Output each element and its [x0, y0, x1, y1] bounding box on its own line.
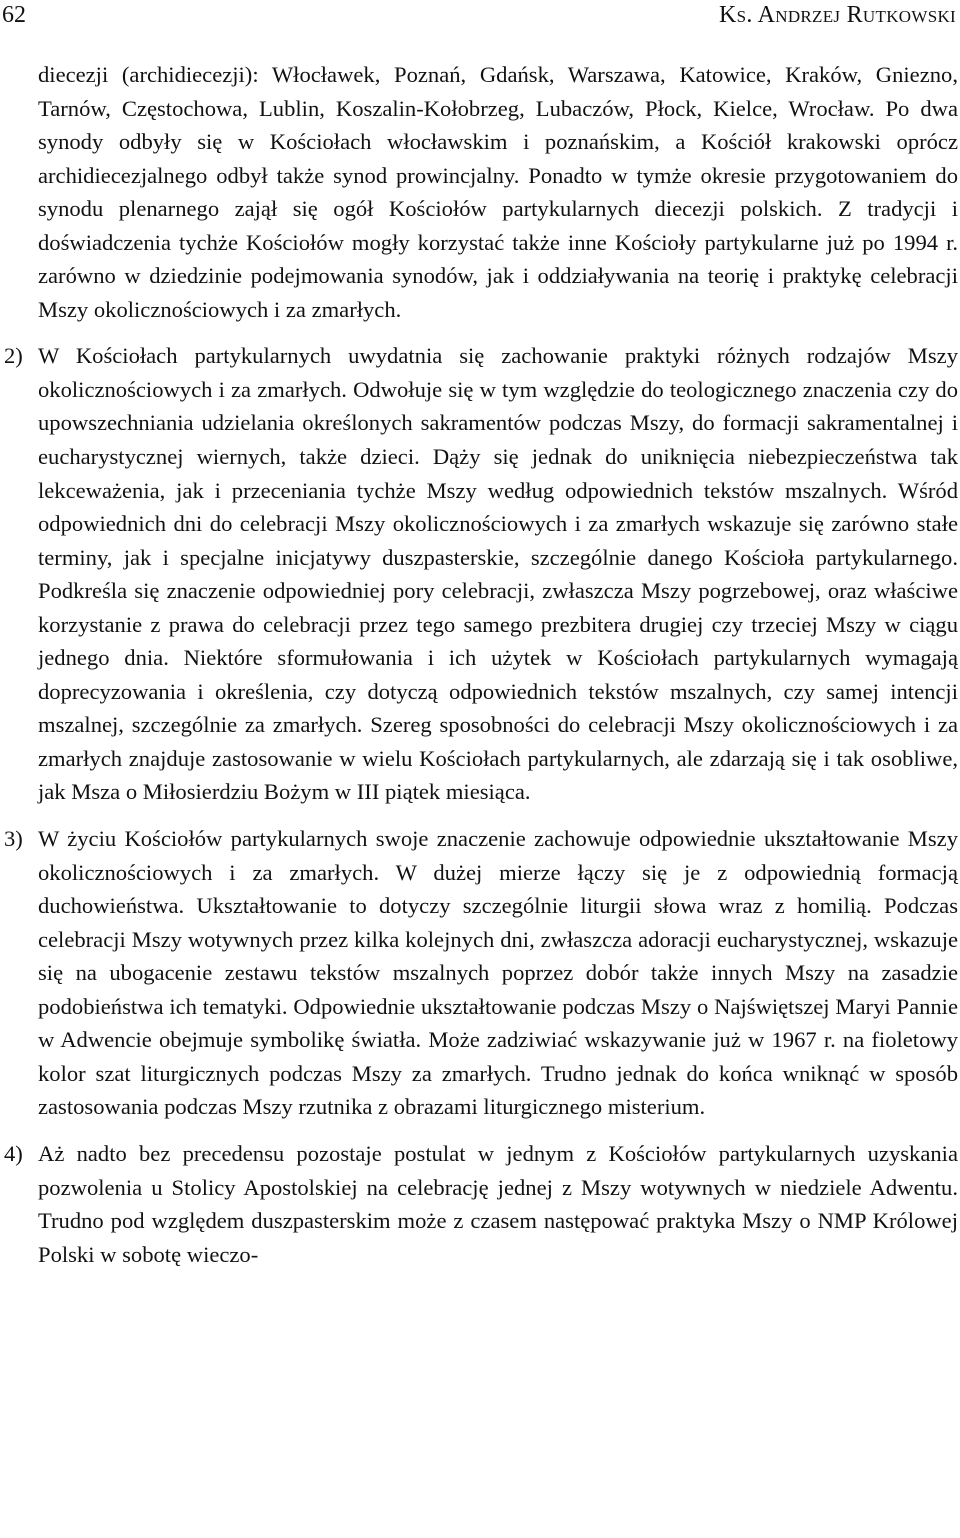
list-item-text: Aż nadto bez precedensu pozostaje postulat w jednym z Kościołów partykularnych uzyskania pozwolenia u Stolicy Apostolskiej na celebrację jednej z Mszy wotywnych w niedziele Adwentu. Trudno pod względem duszpasterskim może z czasem następować praktyka Mszy o NMP Królowej Polski w sobotę wieczo- — [38, 1140, 958, 1267]
list-item-4 — [4, 1137, 958, 1271]
list-marker: 3) — [4, 826, 23, 852]
list-item-text: W życiu Kościołów partykularnych swoje znaczenie zachowuje odpowiednie ukształtowanie Mszy okolicznościowych i za zmarłych. W dużej mierze łączy się je z odpowiednią formacją duchowieństwa. Ukształtowanie to dotyczy szczególnie liturgii słowa wraz z homilią. Podczas celebracji Mszy wotywnych przez kilka kolejnych dni, zwłaszcza adoracji eucharystycznej, wskazuje się na ubogacenie zestawu tekstów mszalnych poprzez dobór także innych Mszy na zasadzie podobieństwa ich tematyki. Odpowiednie ukształtowanie podczas Mszy o Najświętszej Maryi Pannie w Adwencie obejmuje symbolikę światła. Może zadziwiać wskazywanie już w 1967 r. na fioletowy kolor szat liturgicznych podczas Mszy za zmarłych. Trudno jednak do końca wniknąć w sposób zastosowania podczas Mszy rzutnika z obrazami liturgicznego misterium. — [38, 826, 958, 1120]
page-header — [0, 0, 960, 34]
list-item-2 — [4, 339, 958, 809]
list-item-text: W Kościołach partykularnych uwydatnia się zachowanie praktyki różnych rodzajów Mszy okolicznościowych i za zmarłych. Odwołuje się w tym względzie do teologicznego znaczenia czy do upowszechniania udzielania określonych sakramentów podczas Mszy, do formacji sakramentalnej i eucharystycznej wiernych, także dzieci. Dąży się jednak do uniknięcia niebezpieczeństwa tak lekceważenia, jak i przeceniania tychże Mszy według odpowiednich tekstów mszalnych. Wśród odpowiednich dni do celebracji Mszy okolicznościowych i za zmarłych wskazuje się zarówno stałe terminy, jak i specjalne inicjatywy duszpasterskie, szczególnie danego Kościoła partykularnego. Podkreśla się znaczenie odpowiedniej pory celebracji, zwłaszcza Mszy pogrzebowej, oraz właściwe korzystanie z prawa do celebracji przez tego samego prezbitera drugiej czy trzeciej Mszy w ciągu jednego dnia. Niektóre sformułowania i ich użytek w Kościołach partykularnych wymagają doprecyzowania i określenia, czy dotyczą odpowiednich tekstów mszalnych, czy samej intencji mszalnej, szczególnie za zmarłych. Szereg sposobności do celebracji Mszy okolicznościowych i za zmarłych znajduje zastosowanie w wielu Kościołach partykularnych, ale zdarzają się i tak osobliwe, jak Msza o Miłosierdziu Bożym w III piątek miesiąca. — [38, 343, 958, 805]
page-number: 62 — [2, 2, 26, 28]
list-marker: 4) — [4, 1140, 23, 1166]
running-head-author: Ks. Andrzej Rutkowski — [718, 2, 956, 28]
body-text — [4, 58, 958, 1284]
paragraph-continued: diecezji (archidiecezji): Włocławek, Poznań, Gdańsk, Warszawa, Katowice, Kraków, Gniezno, Tarnów, Częstochowa, Lublin, Koszalin-Kołobrzeg, Lubaczów, Płock, Kielce, Wrocław. Po dwa synody odbyły się w Kościołach włocławskim i poznańskim, a Kościół krakowski oprócz archidiecezjalnego odbył także synod prowincjalny. Ponadto w tymże okresie przygotowaniem do synodu plenarnego zajął się ogół Kościołów partykularnych diecezji polskich. Z tradycji i doświadczenia tychże Kościołów mogły korzystać także inne Kościoły partykularne już po 1994 r. zarówno w dziedzinie podejmowania synodów, jak i oddziaływania na teorię i praktykę celebracji Mszy okolicznościowych i za zmarłych. — [38, 62, 958, 322]
list-item-3 — [4, 822, 958, 1124]
list-marker: 2) — [4, 343, 23, 369]
